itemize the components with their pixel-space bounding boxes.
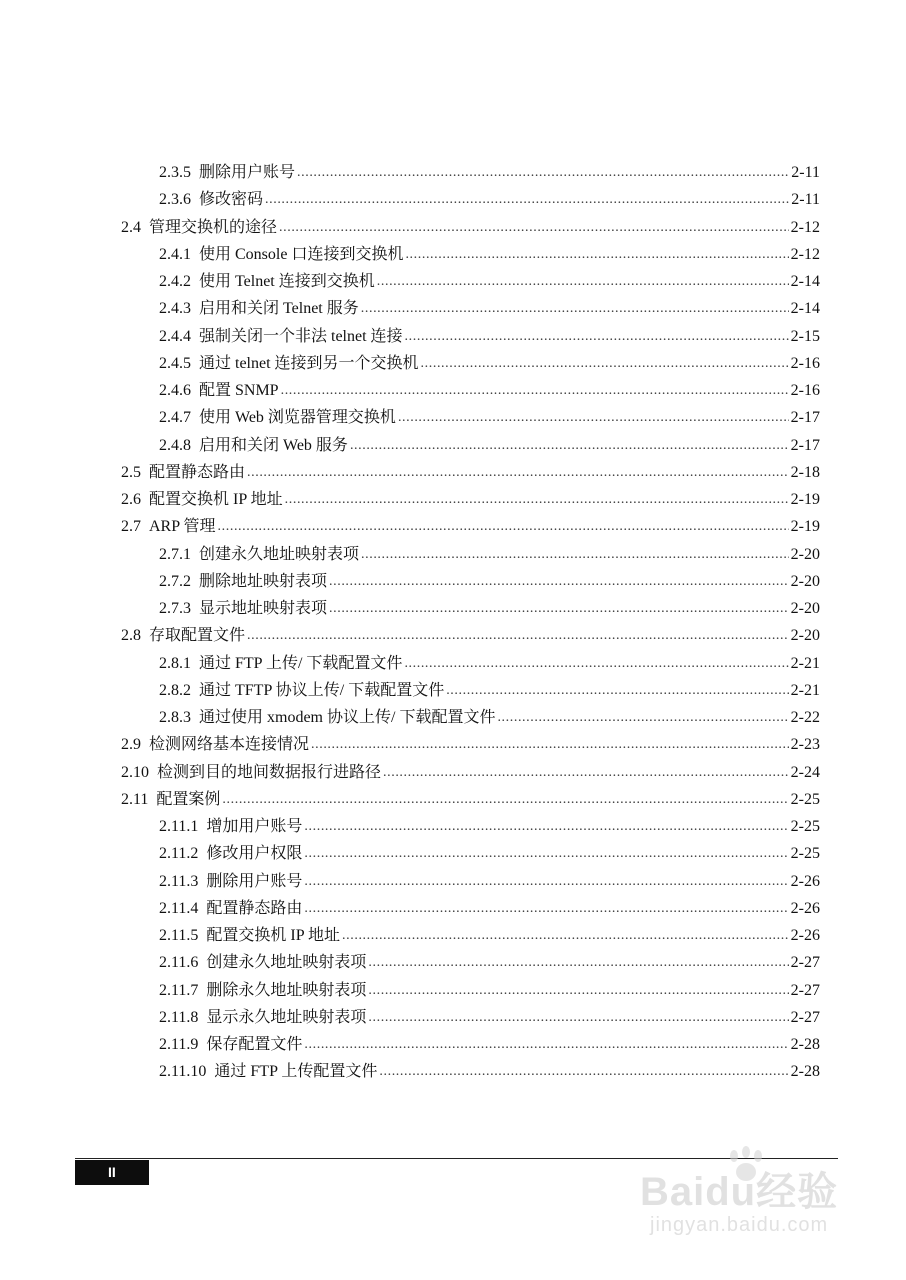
toc-entry-page: 2-27: [790, 1009, 820, 1026]
toc-entry[interactable]: [159, 159, 820, 183]
toc-entry-page: 2-19: [790, 491, 820, 508]
toc-entry[interactable]: [121, 459, 820, 483]
toc-dot-leader: [304, 899, 788, 919]
toc-entry-title: 存取配置文件: [149, 627, 246, 644]
toc-entry-page: 2-14: [790, 273, 820, 290]
toc-dot-leader: [281, 381, 789, 401]
toc-dot-leader: [361, 299, 789, 319]
toc-entry-page: 2-25: [790, 818, 820, 835]
toc-entry-title: 通过 FTP 上传配置文件: [214, 1063, 378, 1080]
toc-entry[interactable]: [159, 404, 820, 428]
toc-dot-leader: [265, 190, 789, 210]
toc-dot-leader: [222, 790, 788, 810]
toc-entry[interactable]: [159, 568, 820, 592]
toc-entry-title: 使用 Telnet 连接到交换机: [199, 273, 375, 290]
toc-entry-page: 2-26: [790, 873, 820, 890]
toc-entry-number: 2.4.4: [159, 328, 191, 345]
page-number-badge: II: [75, 1160, 149, 1185]
toc-entry-number: 2.8.1: [159, 655, 191, 672]
toc-entry-title: 使用 Web 浏览器管理交换机: [199, 409, 396, 426]
toc-dot-leader: [285, 490, 789, 510]
toc-entry[interactable]: [159, 432, 820, 456]
toc-entry-page: 2-28: [790, 1036, 820, 1053]
toc-entry-number: 2.11.2: [159, 845, 199, 862]
toc-entry-page: 2-27: [790, 954, 820, 971]
toc-entry-number: 2.8.2: [159, 682, 191, 699]
toc-entry-title: 配置 SNMP: [199, 382, 279, 399]
toc-entry-page: 2-20: [790, 546, 820, 563]
toc-entry-number: 2.10: [121, 764, 149, 781]
toc-entry-title: 删除地址映射表项: [199, 573, 328, 590]
toc-entry-number: 2.11.5: [159, 927, 199, 944]
toc-entry[interactable]: [121, 786, 820, 810]
toc-entry[interactable]: [121, 622, 820, 646]
toc-dot-leader: [368, 953, 788, 973]
watermark-url: jingyan.baidu.com: [650, 1214, 829, 1236]
toc-entry-number: 2.7.3: [159, 600, 191, 617]
toc-entry-title: 管理交换机的途径: [149, 219, 278, 236]
toc-entry-number: 2.8.3: [159, 709, 191, 726]
toc-entry-title: 通过使用 xmodem 协议上传/ 下载配置文件: [199, 709, 496, 726]
toc-entry-title: 通过 TFTP 协议上传/ 下载配置文件: [199, 682, 445, 699]
toc-entry-number: 2.11.1: [159, 818, 199, 835]
toc-entry[interactable]: [159, 677, 820, 701]
toc-dot-leader: [247, 626, 789, 646]
toc-entry[interactable]: [121, 731, 820, 755]
toc-dot-leader: [368, 1008, 788, 1028]
toc-entry-title: 配置交换机 IP 地址: [206, 927, 341, 944]
toc-dot-leader: [279, 218, 789, 238]
toc-entry-number: 2.4.3: [159, 300, 191, 317]
baidu-watermark: [640, 1140, 870, 1250]
toc-dot-leader: [497, 708, 788, 728]
toc-entry-title: 配置静态路由: [206, 900, 303, 917]
toc-entry[interactable]: [159, 977, 820, 1001]
toc-entry-number: 2.11.8: [159, 1009, 199, 1026]
toc-dot-leader: [329, 572, 789, 592]
toc-entry-title: 增加用户账号: [206, 818, 303, 835]
toc-dot-leader: [368, 981, 788, 1001]
toc-dot-leader: [304, 1035, 788, 1055]
toc-entry-title: 配置案例: [156, 791, 221, 808]
toc-entry-number: 2.7.2: [159, 573, 191, 590]
toc-entry-title: 修改用户权限: [206, 845, 303, 862]
toc-entry[interactable]: [121, 214, 820, 238]
toc-entry-title: 启用和关闭 Web 服务: [199, 437, 348, 454]
toc-entry-page: 2-26: [790, 927, 820, 944]
toc-dot-leader: [383, 763, 789, 783]
toc-entry[interactable]: [159, 949, 820, 973]
toc-entry-number: 2.3.6: [159, 191, 191, 208]
toc-entry-page: 2-11: [791, 164, 820, 181]
toc-entry-title: 创建永久地址映射表项: [206, 954, 367, 971]
toc-entry-number: 2.7.1: [159, 546, 191, 563]
toc-entry-number: 2.11.3: [159, 873, 199, 890]
toc-entry-number: 2.11.6: [159, 954, 199, 971]
toc-entry[interactable]: [159, 595, 820, 619]
toc-entry-page: 2-22: [790, 709, 820, 726]
toc-dot-leader: [377, 272, 789, 292]
toc-dot-leader: [304, 817, 788, 837]
toc-entry-title: 配置交换机 IP 地址: [149, 491, 283, 508]
toc-dot-leader: [311, 735, 789, 755]
toc-entry-number: 2.4: [121, 219, 141, 236]
toc-entry[interactable]: [159, 1031, 820, 1055]
toc-entry[interactable]: [159, 295, 820, 319]
toc-entry-number: 2.4.8: [159, 437, 191, 454]
toc-entry-number: 2.8: [121, 627, 141, 644]
toc-entry-page: 2-27: [790, 982, 820, 999]
toc-dot-leader: [350, 436, 789, 456]
toc-entry-page: 2-28: [790, 1063, 820, 1080]
toc-entry-title: 强制关闭一个非法 telnet 连接: [199, 328, 403, 345]
toc-dot-leader: [304, 872, 788, 892]
toc-entry[interactable]: [159, 922, 820, 946]
toc-entry-page: 2-19: [790, 518, 820, 535]
toc-entry[interactable]: [121, 513, 820, 537]
toc-entry-number: 2.11: [121, 791, 149, 808]
toc-entry-title: 通过 FTP 上传/ 下载配置文件: [199, 655, 403, 672]
toc-entry-page: 2-20: [790, 573, 820, 590]
toc-entry-number: 2.7: [121, 518, 141, 535]
toc-dot-leader: [404, 654, 788, 674]
toc-entry-title: 显示地址映射表项: [199, 600, 328, 617]
toc-entry-page: 2-14: [790, 300, 820, 317]
toc-entry-title: 配置静态路由: [149, 464, 246, 481]
toc-entry[interactable]: [159, 650, 820, 674]
toc-entry-number: 2.4.2: [159, 273, 191, 290]
toc-entry[interactable]: [121, 486, 820, 510]
toc-entry-page: 2-25: [790, 845, 820, 862]
toc-entry-page: 2-11: [791, 191, 820, 208]
toc-entry-title: 启用和关闭 Telnet 服务: [199, 300, 359, 317]
toc-dot-leader: [304, 844, 788, 864]
toc-dot-leader: [398, 408, 789, 428]
toc-entry-page: 2-18: [790, 464, 820, 481]
toc-entry-title: 创建永久地址映射表项: [199, 546, 360, 563]
toc-entry-page: 2-16: [790, 355, 820, 372]
toc-entry[interactable]: [159, 868, 820, 892]
toc-entry-number: 2.11.7: [159, 982, 199, 999]
toc-entry-number: 2.11.9: [159, 1036, 199, 1053]
toc-dot-leader: [405, 245, 788, 265]
toc-entry-page: 2-25: [790, 791, 820, 808]
toc-entry[interactable]: [159, 704, 820, 728]
toc-entry-title: 使用 Console 口连接到交换机: [199, 246, 404, 263]
toc-entry-title: 显示永久地址映射表项: [206, 1009, 367, 1026]
toc-entry[interactable]: [159, 186, 820, 210]
toc-entry-number: 2.6: [121, 491, 141, 508]
toc-entry[interactable]: [159, 350, 820, 374]
watermark-logo-text: Baidu经验: [640, 1170, 839, 1214]
toc-entry-title: 检测网络基本连接情况: [149, 736, 310, 753]
toc-entry[interactable]: [159, 541, 820, 565]
toc-dot-leader: [421, 354, 789, 374]
toc-entry-title: ARP 管理: [149, 518, 216, 535]
toc-entry-page: 2-12: [790, 219, 820, 236]
toc-entry-title: 删除用户账号: [199, 164, 296, 181]
toc-entry-number: 2.4.1: [159, 246, 191, 263]
toc-entry[interactable]: [159, 323, 820, 347]
toc-entry-title: 修改密码: [199, 191, 264, 208]
toc-entry-title: 通过 telnet 连接到另一个交换机: [199, 355, 419, 372]
toc-dot-leader: [379, 1062, 788, 1082]
toc-entry-page: 2-20: [790, 600, 820, 617]
toc-entry-page: 2-23: [790, 736, 820, 753]
toc-entry-number: 2.11.4: [159, 900, 199, 917]
toc-entry[interactable]: [121, 759, 820, 783]
toc-entry[interactable]: [159, 895, 820, 919]
toc-entry-page: 2-12: [790, 246, 820, 263]
toc-entry[interactable]: [159, 241, 820, 265]
toc-dot-leader: [405, 327, 789, 347]
toc-dot-leader: [218, 517, 789, 537]
toc-dot-leader: [329, 599, 789, 619]
toc-dot-leader: [297, 163, 789, 183]
toc-entry-number: 2.4.6: [159, 382, 191, 399]
toc-entry-number: 2.3.5: [159, 164, 191, 181]
toc-entry-page: 2-15: [790, 328, 820, 345]
toc-entry[interactable]: [159, 1004, 820, 1028]
toc-entry[interactable]: [159, 377, 820, 401]
toc-entry-number: 2.9: [121, 736, 141, 753]
toc-entry-page: 2-26: [790, 900, 820, 917]
toc-entry[interactable]: [159, 1058, 820, 1082]
toc-entry-number: 2.5: [121, 464, 141, 481]
toc-dot-leader: [361, 545, 789, 565]
toc-entry[interactable]: [159, 813, 820, 837]
toc-entry-title: 检测到目的地间数据报行进路径: [157, 764, 382, 781]
toc-entry-number: 2.4.7: [159, 409, 191, 426]
toc-entry-page: 2-21: [790, 682, 820, 699]
toc-entry-title: 保存配置文件: [206, 1036, 303, 1053]
toc-entry-title: 删除永久地址映射表项: [206, 982, 367, 999]
toc-entry[interactable]: [159, 840, 820, 864]
toc-entry-page: 2-24: [790, 764, 820, 781]
toc-dot-leader: [446, 681, 788, 701]
toc-dot-leader: [247, 463, 789, 483]
toc-entry-page: 2-17: [790, 437, 820, 454]
toc-entry-page: 2-16: [790, 382, 820, 399]
toc-entry[interactable]: [159, 268, 820, 292]
toc-entry-page: 2-17: [790, 409, 820, 426]
toc-entry-number: 2.11.10: [159, 1063, 207, 1080]
toc-entry-page: 2-20: [790, 627, 820, 644]
toc-entry-title: 删除用户账号: [206, 873, 303, 890]
toc-entry-page: 2-21: [790, 655, 820, 672]
toc-entry-number: 2.4.5: [159, 355, 191, 372]
toc-dot-leader: [342, 926, 789, 946]
